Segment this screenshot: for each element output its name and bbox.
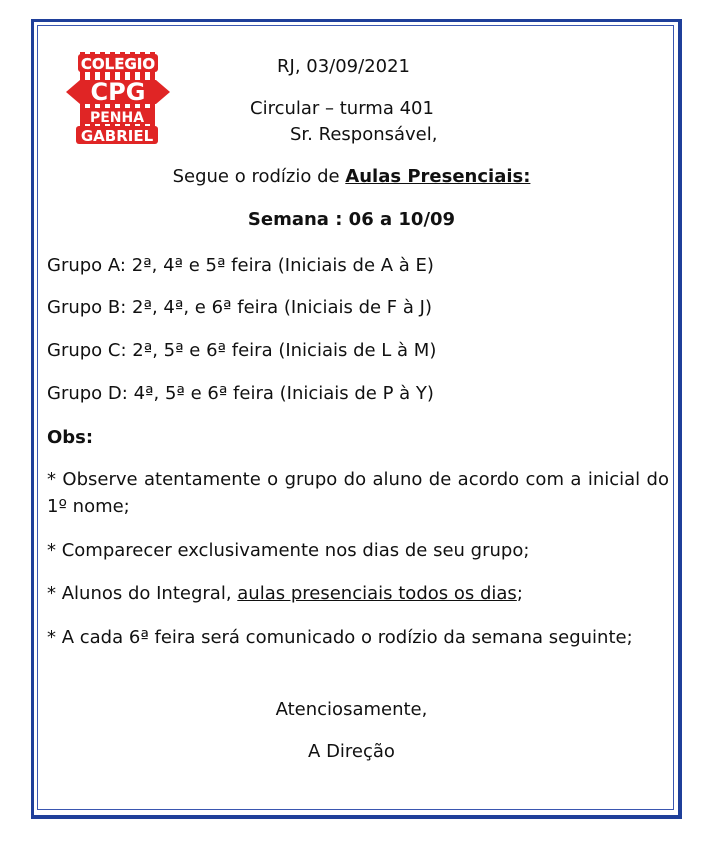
closing-regards: Atenciosamente, xyxy=(275,699,428,720)
intro-highlight: Aulas Presenciais: xyxy=(345,166,531,187)
logo-text-cpg: CPG xyxy=(90,78,146,106)
group-b: Grupo B: 2ª, 4ª, e 6ª feira (Iniciais de F à J) xyxy=(47,297,432,318)
note-3-prefix: * Alunos do Integral, xyxy=(47,583,238,604)
note-3 xyxy=(47,580,669,607)
intro-prefix: Segue o rodízio de xyxy=(172,166,346,187)
note-3-underlined: aulas presenciais todos os dias xyxy=(237,583,517,604)
note-4: * A cada 6ª feira será comunicado o rodízio da semana seguinte; xyxy=(47,627,633,648)
intro-line xyxy=(0,166,703,188)
group-c: Grupo C: 2ª, 5ª e 6ª feira (Iniciais de L à M) xyxy=(47,340,437,361)
week-title: Semana : 06 a 10/09 xyxy=(247,209,456,230)
closing-signature: A Direção xyxy=(308,741,395,762)
note-3-suffix: ; xyxy=(516,583,523,604)
obs-title: Obs: xyxy=(47,427,94,448)
note-1: * Observe atentamente o grupo do aluno de acordo com a inicial do 1º nome; xyxy=(47,469,669,517)
place-date: RJ, 03/09/2021 xyxy=(277,56,411,77)
circular-title: Circular – turma 401 xyxy=(250,98,434,119)
group-d: Grupo D: 4ª, 5ª e 6ª feira (Iniciais de P à Y) xyxy=(47,383,434,404)
logo-text-colegio: COLEGIO xyxy=(80,55,156,73)
note-2: * Comparecer exclusivamente nos dias de seu grupo; xyxy=(47,540,530,561)
greeting: Sr. Responsável, xyxy=(290,124,438,145)
school-logo xyxy=(66,50,170,146)
group-a: Grupo A: 2ª, 4ª e 5ª feira (Iniciais de A à E) xyxy=(47,255,434,276)
logo-text-penha: PENHA xyxy=(89,110,145,126)
logo-text-gabriel: GABRIEL xyxy=(80,127,154,145)
